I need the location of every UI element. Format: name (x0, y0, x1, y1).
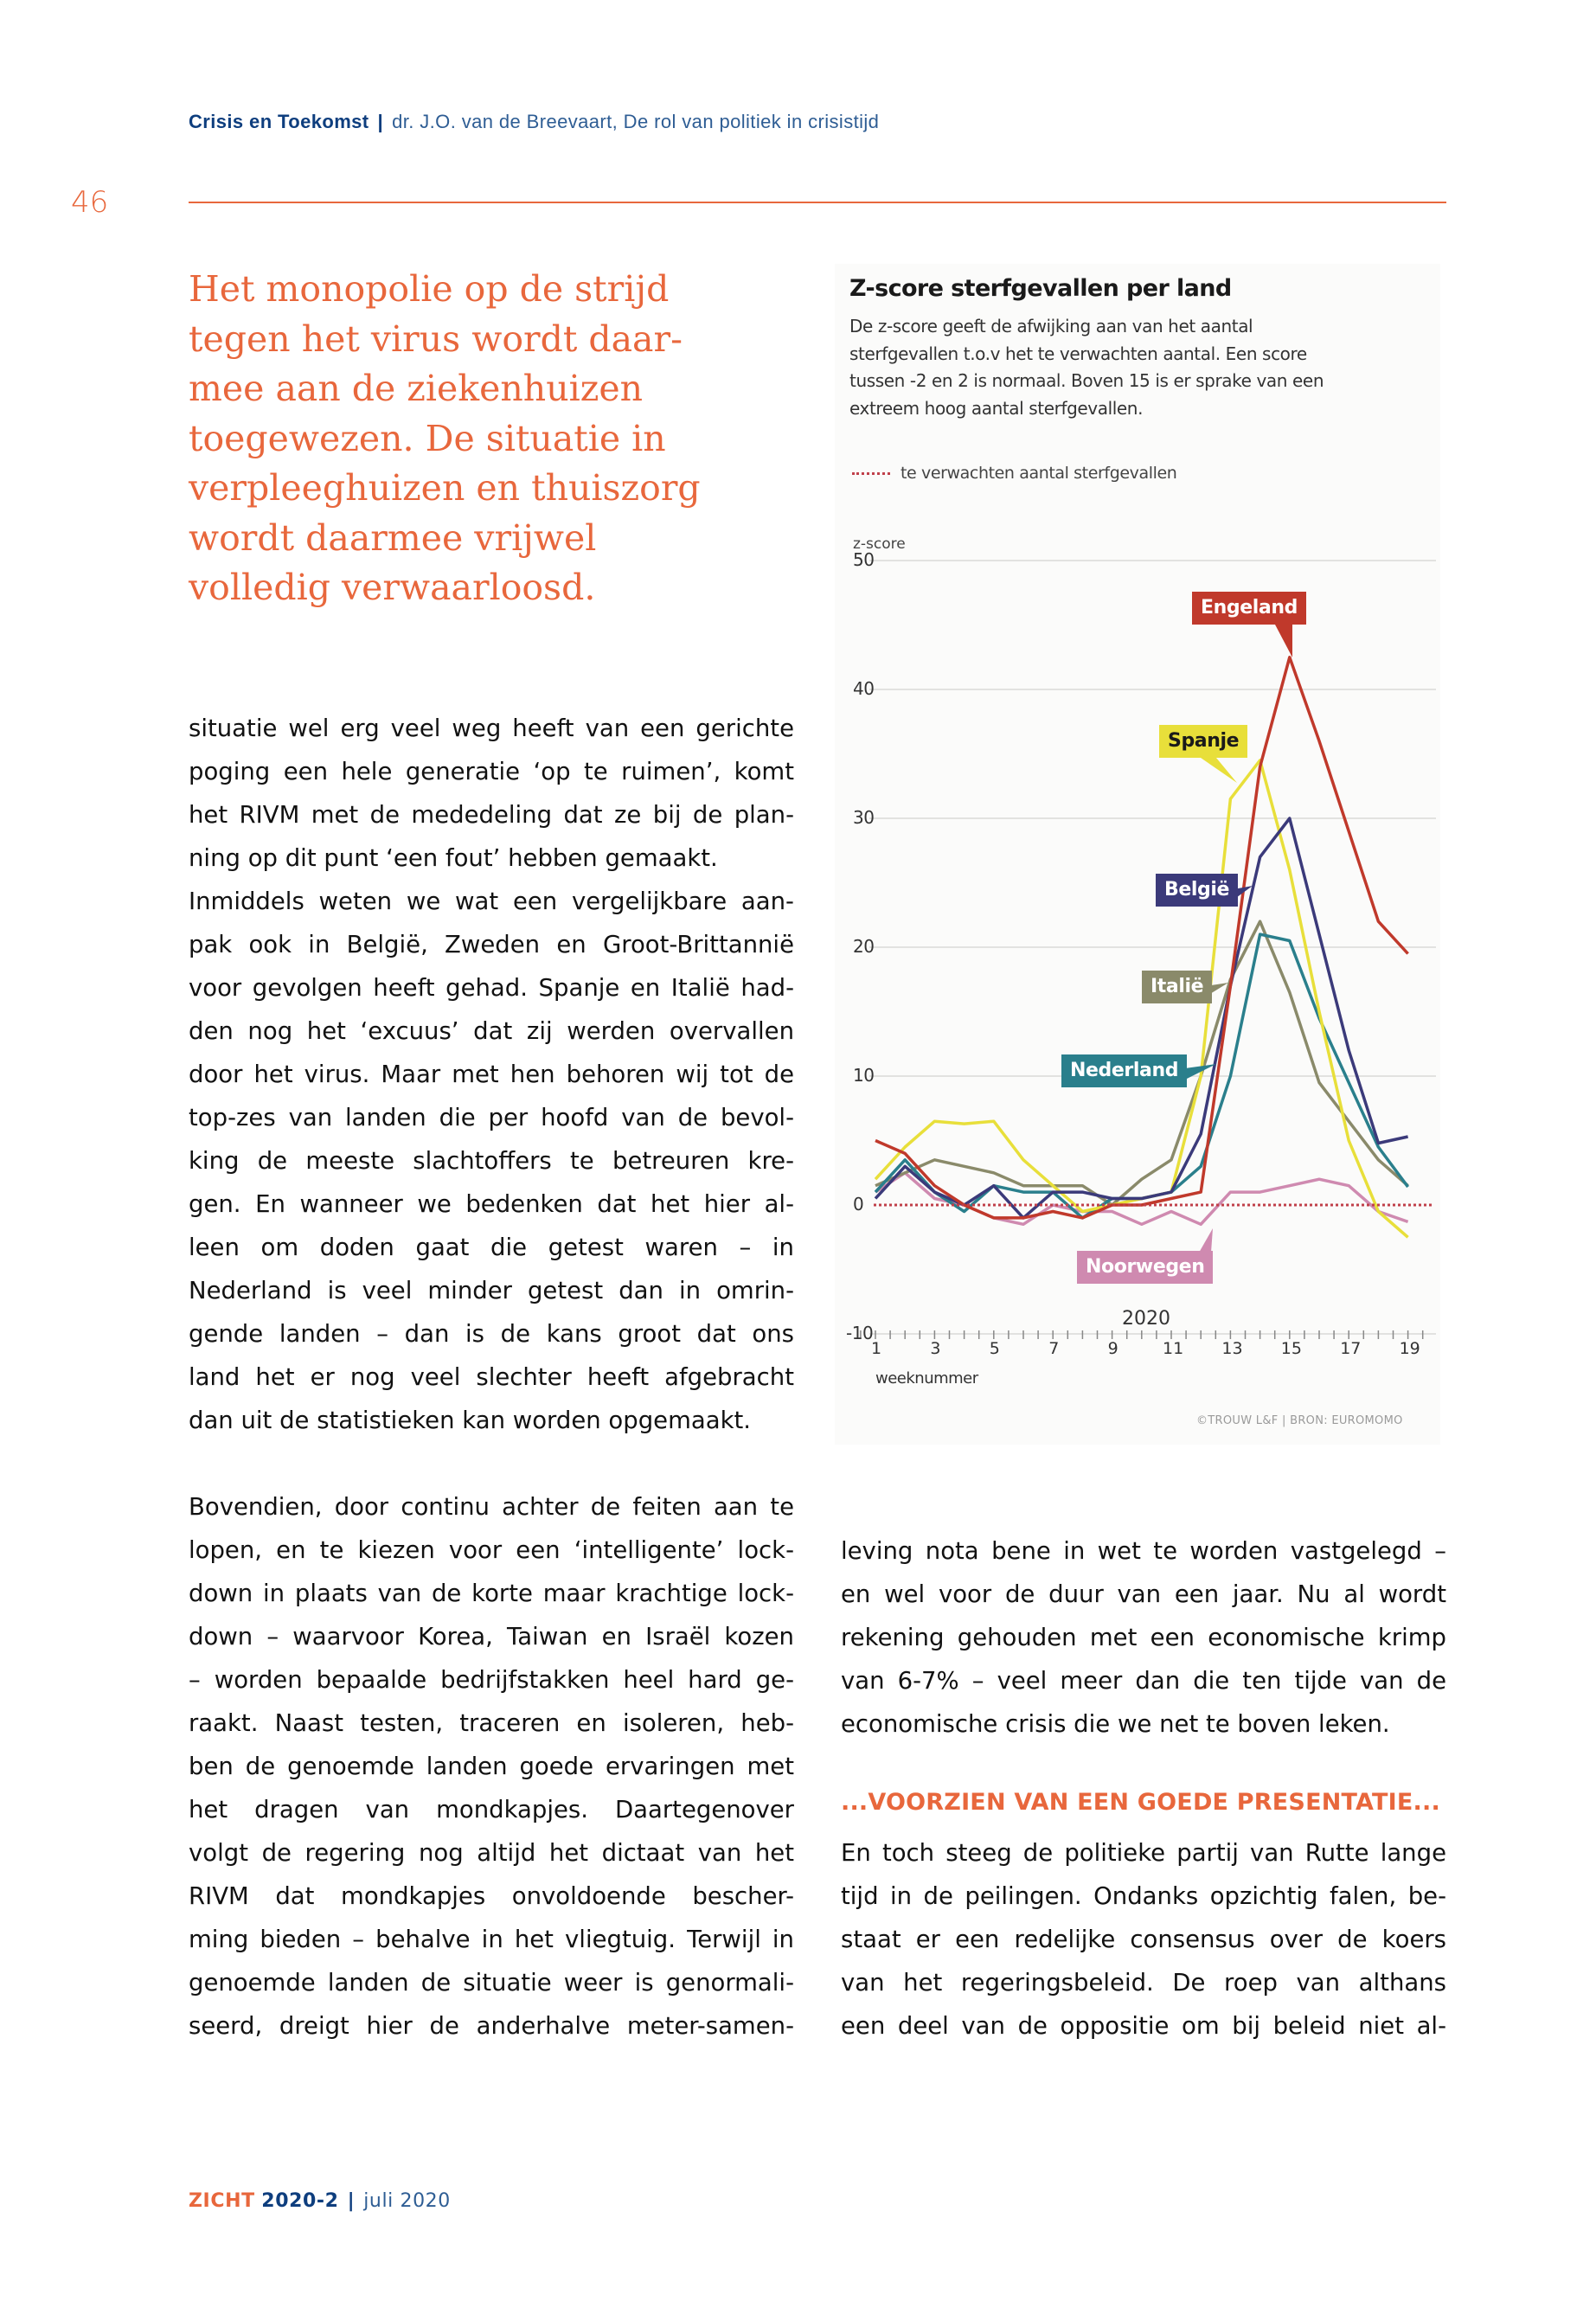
text-line: leving nota bene in wet te worden vastgelegd – (841, 1537, 1446, 1565)
text-line: den nog het ‘excuus’ dat zij werden overvallen (189, 1017, 794, 1045)
running-header (189, 111, 879, 133)
text-line: – worden bepaalde bedrijfstakken heel hard ge- (189, 1666, 794, 1694)
page-footer (189, 2190, 451, 2212)
issue-number: 2020-2 (261, 2190, 339, 2212)
series-label-noorwegen: Noorwegen (1077, 1251, 1213, 1284)
article-byline: dr. J.O. van de Breevaart, De rol van politiek in crisistijd (392, 111, 880, 132)
text-line: ben de genoemde landen goede ervaringen met (189, 1753, 794, 1780)
issue-date: juli 2020 (363, 2190, 451, 2212)
text-line: genoemde landen de situatie weer is genormali- (189, 1969, 794, 1997)
text-line: leen om doden gaat die getest waren – in (189, 1234, 794, 1261)
body-paragraph-left-1 (189, 707, 794, 1442)
text-line: het dragen van mondkapjes. Daartegenover (189, 1796, 794, 1823)
x-tick-label: 1 (871, 1339, 882, 1358)
y-tick-label: 40 (853, 678, 875, 699)
text-line: king de meeste slachtoffers te betreuren kre- (189, 1147, 794, 1175)
pull-quote-line: tegen het virus wordt daar- (189, 317, 683, 360)
pull-quote-line: toegewezen. De situatie in (189, 417, 666, 459)
text-line: volgt de regering nog altijd het dictaat van het (189, 1839, 794, 1867)
text-line: ming bieden – behalve in het vliegtuig. Terwijl in (189, 1926, 794, 1953)
legend-label: te verwachten aantal sterfgevallen (901, 464, 1177, 483)
text-line: economische crisis die we net te boven leken. (841, 1710, 1390, 1738)
chart-title: Z-score sterfgevallen per land (849, 275, 1232, 302)
text-line: gende landen – dan is de kans groot dat ons (189, 1320, 794, 1348)
chart-description-line: tussen -2 en 2 is normaal. Boven 15 is er sprake van een (849, 370, 1324, 391)
chart-description-line: sterfgevallen t.o.v het te verwachten aantal. Een score (849, 343, 1307, 364)
text-line: down in plaats van de korte maar krachtige lock- (189, 1580, 794, 1607)
section-subheading: ...VOORZIEN VAN EEN GOEDE PRESENTATIE... (841, 1789, 1440, 1816)
text-line: Bovendien, door continu achter de feiten aan te (189, 1493, 794, 1521)
text-line: Inmiddels weten we wat een vergelijkbare aan- (189, 888, 794, 915)
series-label-belgie: België (1156, 874, 1238, 907)
y-tick-label: 10 (853, 1065, 875, 1086)
x-tick-label: 3 (930, 1339, 941, 1358)
body-paragraph-right-1 (841, 1529, 1446, 1746)
chart-description (849, 313, 1438, 422)
text-line: top-zes van landen die per hoofd van de bevol- (189, 1104, 794, 1131)
pull-quote-line: mee aan de ziekenhuizen (189, 368, 643, 409)
text-line: rekening gehouden met een economische krimp (841, 1624, 1446, 1651)
body-paragraph-left-2 (189, 1485, 794, 2048)
text-line: pak ook in België, Zweden en Groot-Brittannië (189, 931, 794, 958)
x-axis-year: 2020 (1122, 1308, 1170, 1330)
body-paragraph-right-2 (841, 1831, 1446, 2048)
x-tick-label: 9 (1107, 1339, 1118, 1358)
text-line: down – waarvoor Korea, Taiwan en Israël kozen (189, 1623, 794, 1650)
y-tick-label: 30 (853, 807, 875, 828)
text-line: En toch steeg de politieke partij van Rutte lange (841, 1839, 1446, 1867)
text-line: tijd in de peilingen. Ondanks opzichtig falen, be- (841, 1882, 1446, 1910)
text-line: gen. En wanneer we bedenken dat het hier al- (189, 1190, 794, 1218)
x-tick-label: 5 (989, 1339, 1000, 1358)
x-tick-label: 19 (1399, 1339, 1420, 1358)
text-line: ning op dit punt ‘een fout’ hebben gemaakt. (189, 844, 718, 872)
text-line: een deel van de oppositie om bij beleid niet al- (841, 2012, 1446, 2040)
pull-quote-line: verpleeghuizen en thuiszorg (189, 467, 701, 509)
chart-description-line: De z-score geeft de afwijking aan van het aantal (849, 316, 1253, 336)
y-tick-label: -10 (846, 1323, 874, 1343)
magazine-name: ZICHT (189, 2190, 255, 2212)
pull-quote-line: Het monopolie op de strijd (189, 268, 670, 310)
y-axis-title: z-score (853, 535, 906, 553)
chart-legend (852, 464, 1176, 483)
series-label-nederland: Nederland (1061, 1054, 1187, 1087)
series-label-spanje: Spanje (1159, 725, 1247, 758)
text-line: en wel voor de duur van een jaar. Nu al wordt (841, 1580, 1446, 1608)
text-line: raakt. Naast testen, traceren en isoleren, heb- (189, 1709, 794, 1737)
pull-quote (189, 265, 794, 613)
pull-quote-line: wordt daarmee vrijwel (189, 516, 597, 559)
text-line: staat er een redelijke consensus over de koers (841, 1926, 1446, 1953)
text-line: Nederland is veel minder getest dan in omrin- (189, 1277, 794, 1304)
chart-description-line: extreem hoog aantal sterfgevallen. (849, 397, 1144, 419)
text-line: van 6-7% – veel meer dan die ten tijde van de (841, 1667, 1446, 1695)
dotted-line-swatch-icon (852, 472, 890, 475)
chart-credit: ©TROUW L&F | BRON: EUROMOMO (1196, 1414, 1403, 1427)
x-tick-label: 13 (1221, 1339, 1243, 1358)
text-line: door het virus. Maar met hen behoren wij tot de (189, 1061, 794, 1088)
y-tick-label: 20 (853, 936, 875, 957)
text-line: situatie wel erg veel weg heeft van een gerichte (189, 715, 794, 742)
x-axis-title: weeknummer (875, 1369, 978, 1388)
footer-separator: | (347, 2190, 356, 2212)
text-line: land het er nog veel slechter heeft afgebracht (189, 1363, 794, 1391)
text-line: seerd, dreigt hier de anderhalve meter-samen- (189, 2012, 794, 2040)
y-tick-label: 0 (853, 1194, 864, 1215)
header-separator: | (377, 111, 384, 132)
page-number: 46 (71, 185, 109, 220)
x-tick-label: 11 (1163, 1339, 1184, 1358)
series-label-italie: Italië (1142, 971, 1212, 1003)
text-line: poging een hele generatie ‘op te ruimen’, komt (189, 758, 794, 785)
x-tick-label: 15 (1280, 1339, 1302, 1358)
text-line: voor gevolgen heeft gehad. Spanje en Italië had- (189, 974, 794, 1002)
y-tick-label: 50 (853, 549, 875, 570)
text-line: het RIVM met de mededeling dat ze bij de plan- (189, 801, 794, 829)
text-line: van het regeringsbeleid. De roep van althans (841, 1969, 1446, 1997)
header-rule (189, 202, 1446, 203)
text-line: RIVM dat mondkapjes onvoldoende bescher- (189, 1882, 794, 1910)
text-line: dan uit de statistieken kan worden opgemaakt. (189, 1407, 752, 1434)
text-line: lopen, en te kiezen voor een ‘intelligente’ lock- (189, 1536, 794, 1564)
series-title: Crisis en Toekomst (189, 111, 369, 132)
pull-quote-line: volledig verwaarloosd. (189, 567, 596, 608)
series-label-engeland: Engeland (1192, 592, 1306, 625)
x-tick-label: 17 (1340, 1339, 1362, 1358)
x-tick-label: 7 (1048, 1339, 1060, 1358)
